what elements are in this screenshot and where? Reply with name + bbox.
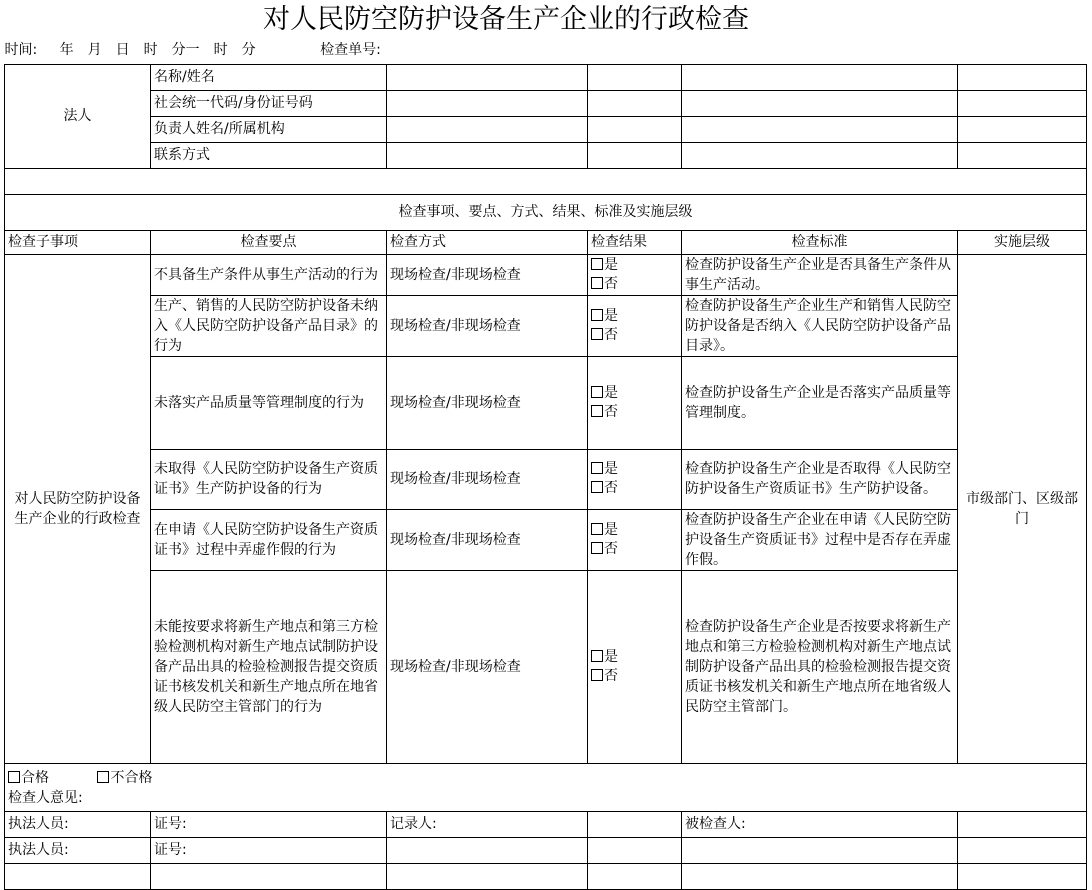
recorder-input[interactable] [588,811,682,837]
col-point: 检查要点 [151,230,387,254]
blank-row [5,168,1087,194]
col-result: 检查结果 [588,230,682,254]
check-row [5,449,1087,509]
result-yes-checkbox[interactable]: 是 [591,256,678,275]
col-standard: 检查标准 [682,230,958,254]
check-result [588,254,682,295]
result-no-checkbox[interactable]: 否 [591,326,678,345]
entity-field-name: 名称/姓名 [151,64,387,90]
check-standard: 检查防护设备生产企业在申请《人民防空防护设备生产资质证书》过程中是否存在弄虚作假。 [682,509,958,570]
checkbox-icon [591,650,603,662]
result-no-checkbox[interactable]: 否 [591,667,678,686]
check-standard: 检查防护设备生产企业是否具备生产条件从事生产活动。 [682,254,958,295]
checkbox-icon [591,277,603,289]
result-yes-checkbox[interactable]: 是 [591,521,678,540]
opinion-label: 检查人意见: [8,790,83,806]
result-no-checkbox[interactable]: 否 [591,479,678,498]
check-result [588,570,682,763]
checkbox-icon [591,481,603,493]
entity-name-input[interactable] [387,64,588,90]
pass-checkbox[interactable]: 合格 [8,770,49,786]
blank-row [5,863,1087,889]
check-row [5,509,1087,570]
check-result [588,449,682,509]
checkbox-icon [8,771,20,783]
check-row [5,295,1087,356]
check-row [5,570,1087,763]
entity-row [5,90,1087,116]
entity-label: 法人 [5,64,151,168]
check-point: 未落实产品质量等管理制度的行为 [151,356,387,449]
entity-manager-input[interactable] [387,116,588,142]
sub-item-cell: 对人民防空防护设备生产企业的行政检查 [5,254,151,763]
col-sub-item: 检查子事项 [5,230,151,254]
check-result [588,356,682,449]
check-point: 在申请《人民防空防护设备生产资质证书》过程中弄虚作假的行为 [151,509,387,570]
checkbox-icon [591,462,603,474]
entity-field-contact: 联系方式 [151,142,387,168]
col-level: 实施层级 [958,230,1087,254]
result-no-checkbox[interactable]: 否 [591,275,678,294]
officer-label: 执法人员: [5,837,151,863]
entity-row [5,116,1087,142]
time-label: 时间: [4,41,38,58]
checkbox-icon [97,771,109,783]
check-point: 不具备生产条件从事生产活动的行为 [151,254,387,295]
check-row [5,356,1087,449]
result-no-checkbox[interactable]: 否 [591,540,678,559]
recorder-label: 记录人: [387,811,588,837]
entity-field-code: 社会统一代码/身份证号码 [151,90,387,116]
verdict-row [5,763,1087,811]
check-method: 现场检查/非现场检查 [387,295,588,356]
result-yes-checkbox[interactable]: 是 [591,648,678,667]
check-row [5,254,1087,295]
inspectee-label: 被检查人: [682,811,958,837]
checkbox-icon [591,405,603,417]
check-method: 现场检查/非现场检查 [387,356,588,449]
entity-row [5,142,1087,168]
time-units: 年 月 日 时 分一 时 分 [59,41,256,58]
check-point: 未能按要求将新生产地点和第三方检验检测机构对新生产地点试制防护设备产品出具的检验检测报告提交资质证书核发机关和新生产地点所在地省级人民防空主管部门的行为 [151,570,387,763]
officer-label: 执法人员: [5,811,151,837]
check-point: 未取得《人民防空防护设备生产资质证书》生产防护设备的行为 [151,449,387,509]
check-number-label: 检查单号: [320,41,381,58]
form-title: 对人民防空防护设备生产企业的行政检查 [263,4,749,35]
signature-row [5,811,1087,837]
cert-label: 证号: [151,811,387,837]
column-header-row [5,230,1087,254]
entity-field-manager: 负责人姓名/所属机构 [151,116,387,142]
entity-row [5,64,1087,90]
check-point: 生产、销售的人民防空防护设备未纳入《人民防空防护设备产品目录》的行为 [151,295,387,356]
check-method: 现场检查/非现场检查 [387,509,588,570]
entity-contact-input[interactable] [387,142,588,168]
verdict-cell [5,763,1087,811]
result-yes-checkbox[interactable]: 是 [591,384,678,403]
check-standard: 检查防护设备生产企业是否按要求将新生产地点和第三方检验检测机构对新生产地点试制防护设备产品出具的检验检测报告提交资质证书核发机关和新生产地点所在地省级人民防空主管部门。 [682,570,958,763]
result-no-checkbox[interactable]: 否 [591,403,678,422]
check-result [588,295,682,356]
checkbox-icon [591,386,603,398]
check-result [588,509,682,570]
inspectee-input[interactable] [958,811,1087,837]
result-yes-checkbox[interactable]: 是 [591,460,678,479]
section-title: 检查事项、要点、方式、结果、标准及实施层级 [5,194,1087,230]
check-method: 现场检查/非现场检查 [387,570,588,763]
result-yes-checkbox[interactable]: 是 [591,307,678,326]
checkbox-icon [591,258,603,270]
entity-code-input[interactable] [387,90,588,116]
check-method: 现场检查/非现场检查 [387,254,588,295]
header-row [5,36,1087,64]
signature-row [5,837,1087,863]
level-cell: 市级部门、区级部门 [958,254,1087,763]
check-standard: 检查防护设备生产企业是否落实产品质量等管理制度。 [682,356,958,449]
form-grid [4,36,1087,890]
check-method: 现场检查/非现场检查 [387,449,588,509]
check-standard: 检查防护设备生产企业生产和销售人民防空防护设备是否纳入《人民防空防护设备产品目录》。 [682,295,958,356]
checkbox-icon [591,523,603,535]
checkbox-icon [591,309,603,321]
check-standard: 检查防护设备生产企业是否取得《人民防空防护设备生产资质证书》生产防护设备。 [682,449,958,509]
cert-label: 证号: [151,837,387,863]
checkbox-icon [591,542,603,554]
checkbox-icon [591,328,603,340]
fail-checkbox[interactable]: 不合格 [97,770,152,786]
col-method: 检查方式 [387,230,588,254]
checkbox-icon [591,669,603,681]
